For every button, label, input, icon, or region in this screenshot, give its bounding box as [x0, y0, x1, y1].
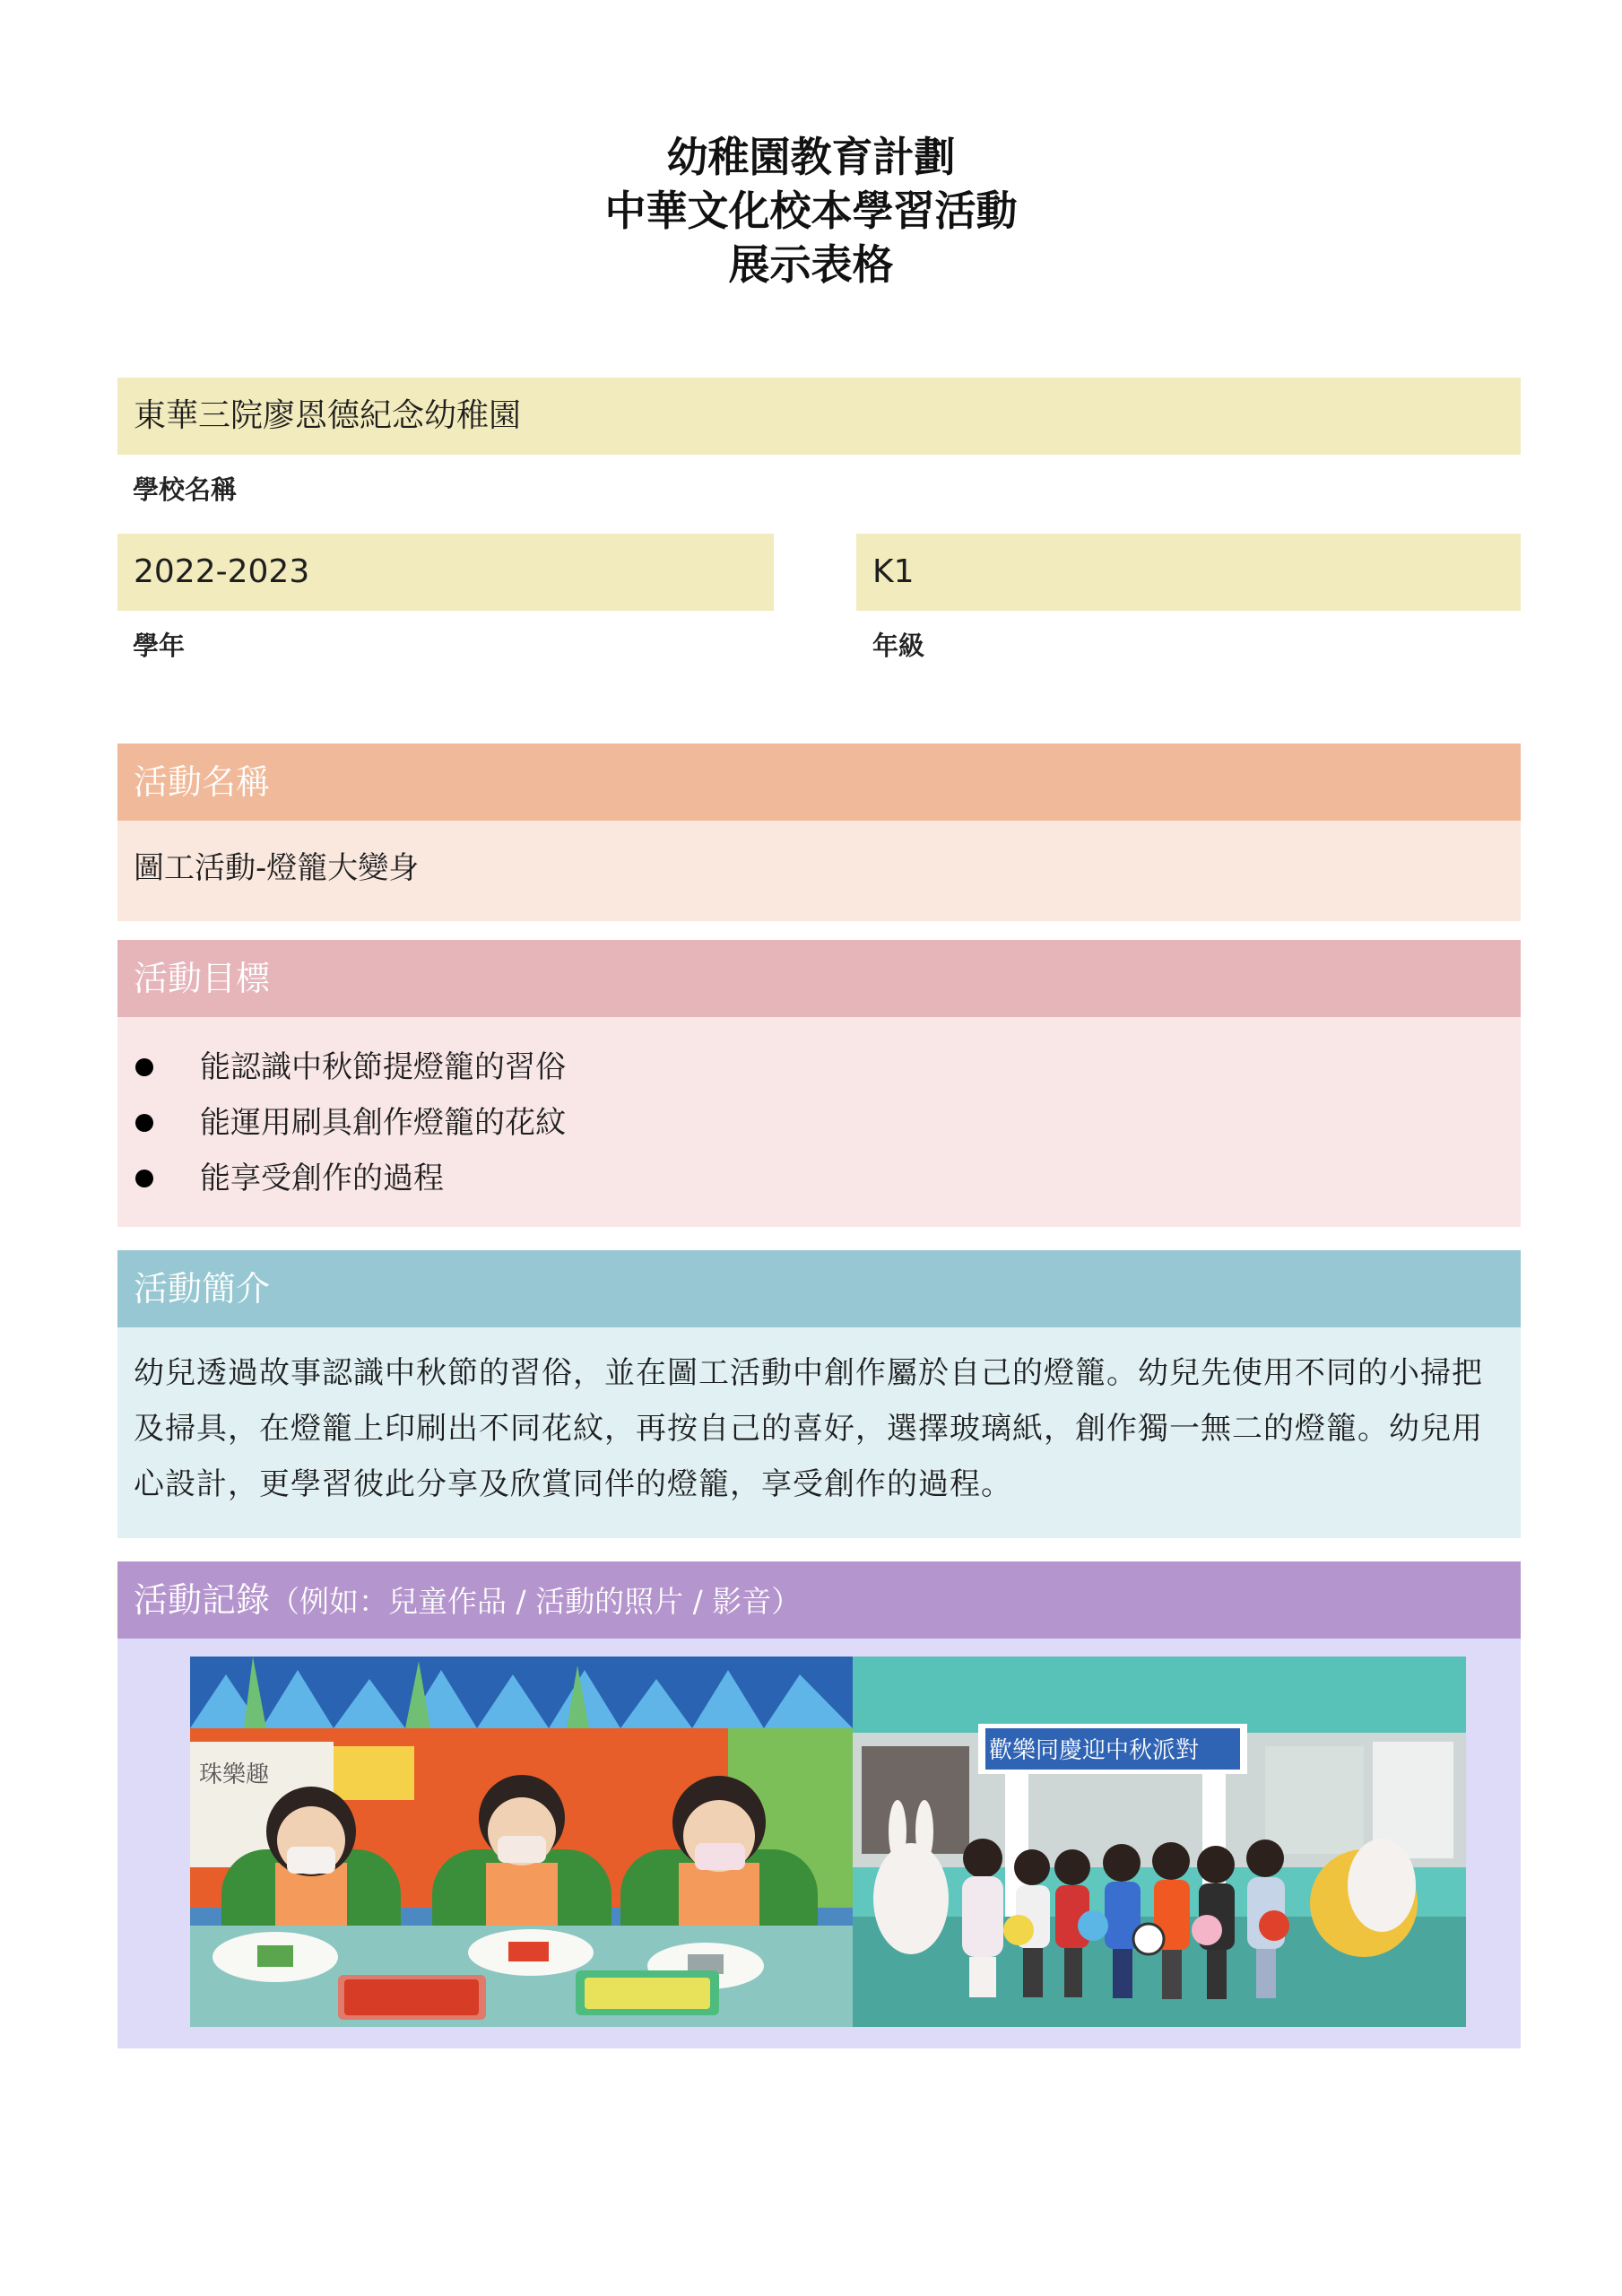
intro-header [117, 1250, 1521, 1327]
bullet-icon [135, 1114, 153, 1132]
objectives-header [117, 940, 1521, 1017]
activity-name-body[interactable] [117, 821, 1521, 921]
objectives-header-text: 活動目標 [134, 959, 271, 998]
grade-field[interactable] [856, 534, 1521, 611]
school-name-field[interactable] [117, 378, 1521, 455]
records-header [117, 1561, 1521, 1639]
title-line-2: 中華文化校本學習活動 [604, 187, 1018, 235]
school-year-field[interactable] [117, 534, 774, 611]
school-name-value: 東華三院廖恩德紀念幼稚園 [134, 397, 522, 434]
school-year-label: 學年 [133, 631, 186, 661]
bullet-icon [135, 1058, 153, 1076]
grade-value: K1 [872, 553, 915, 590]
records-header-note: （例如：兒童作品 / 活動的照片 / 影音） [270, 1584, 802, 1619]
intro-header-text: 活動簡介 [134, 1269, 271, 1309]
records-body [117, 1639, 1521, 2048]
grade-label: 年級 [872, 631, 925, 661]
document-title [0, 130, 1622, 291]
activity-name-header-text: 活動名稱 [134, 762, 271, 802]
objective-text: 能享受創作的過程 [200, 1161, 444, 1196]
objectives-body [117, 1017, 1521, 1227]
bullet-icon [135, 1170, 153, 1187]
photo-wall-text: 珠樂趣 [199, 1761, 270, 1788]
objective-text: 能認識中秋節提燈籠的習俗 [200, 1049, 566, 1085]
school-year-value: 2022-2023 [134, 553, 310, 590]
activity-name-value: 圖工活動-燈籠大變身 [134, 850, 420, 886]
activity-name-header [117, 744, 1521, 821]
objective-text: 能運用刷具創作燈籠的花紋 [200, 1105, 566, 1141]
title-line-3: 展示表格 [728, 240, 894, 289]
intro-body[interactable] [117, 1327, 1521, 1538]
intro-text: 幼兒透過故事認識中秋節的習俗，並在圖工活動中創作屬於自己的燈籠。幼兒先使用不同的小掃把及掃具，在燈籠上印刷出不同花紋，再按自己的喜好，選擇玻璃紙，創作獨一無二的燈籠。幼兒用心設計，更學習彼此分享及欣賞同伴的燈籠，享受創作的過程。 [134, 1355, 1483, 1502]
title-line-1: 幼稚園教育計劃 [666, 133, 956, 181]
school-name-label: 學校名稱 [133, 474, 238, 505]
records-header-text: 活動記錄 [134, 1580, 271, 1620]
party-photo [853, 1657, 1466, 2027]
photo-banner-text: 歡樂同慶迎中秋派對 [989, 1737, 1200, 1764]
classroom-photo [190, 1657, 853, 2027]
